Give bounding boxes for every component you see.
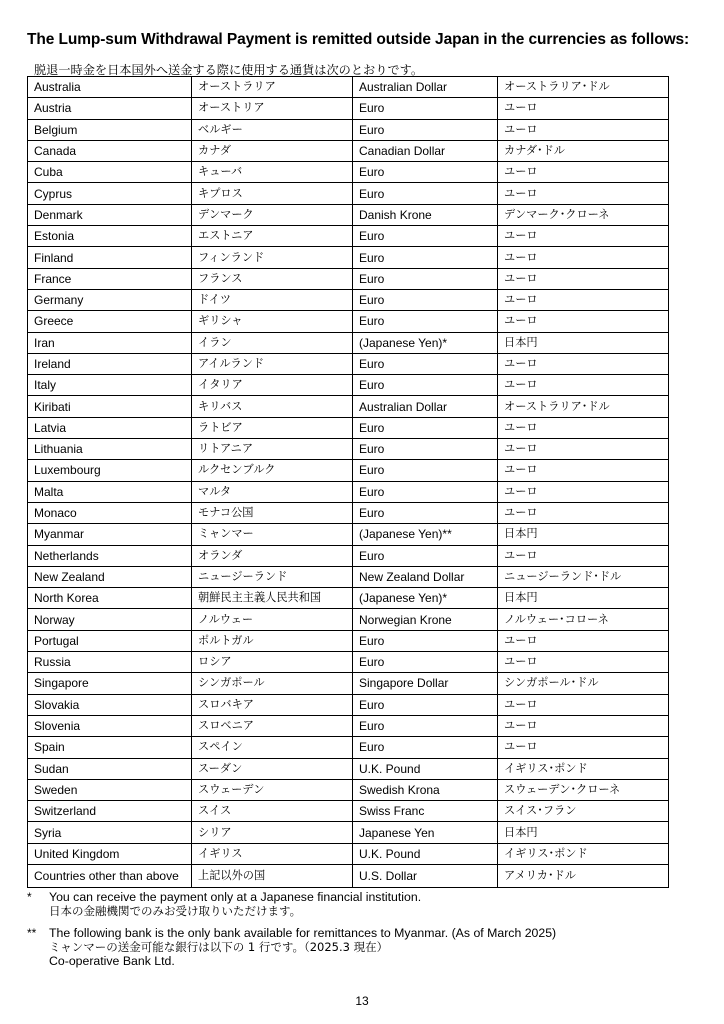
currency-ja-cell: ユーロ: [498, 460, 669, 481]
currency-en-cell: Euro: [353, 502, 498, 523]
country-ja-cell: フランス: [192, 268, 353, 289]
currency-table-body: [28, 77, 669, 888]
currency-ja-cell: デンマーク･クローネ: [498, 204, 669, 225]
table-row: [28, 268, 669, 289]
currency-ja-cell: イギリス･ポンド: [498, 843, 669, 864]
currency-ja-cell: 日本円: [498, 588, 669, 609]
country-en-cell: Syria: [28, 822, 192, 843]
country-ja-cell: ニュージーランド: [192, 566, 353, 587]
footnote-mark: *: [27, 890, 32, 904]
country-en-cell: Cyprus: [28, 183, 192, 204]
table-row: [28, 864, 669, 887]
country-ja-cell: ベルギー: [192, 119, 353, 140]
page-number: 13: [355, 994, 369, 1008]
country-en-cell: Greece: [28, 311, 192, 332]
currency-ja-cell: ユーロ: [498, 162, 669, 183]
country-en-cell: Lithuania: [28, 439, 192, 460]
table-row: [28, 289, 669, 310]
currency-en-cell: Canadian Dollar: [353, 140, 498, 161]
country-ja-cell: ドイツ: [192, 289, 353, 310]
currency-ja-cell: オーストラリア･ドル: [498, 77, 669, 98]
table-row: [28, 460, 669, 481]
document-title: The Lump-sum Withdrawal Payment is remitted outside Japan in the currencies as follows:: [27, 31, 690, 48]
country-ja-cell: イギリス: [192, 843, 353, 864]
country-en-cell: Singapore: [28, 673, 192, 694]
currency-ja-cell: ユーロ: [498, 630, 669, 651]
country-ja-cell: スロバキア: [192, 694, 353, 715]
footnote-line: ミャンマーの送金可能な銀行は以下の 1 行です。（2025.3 現在）: [49, 940, 389, 954]
currency-en-cell: Euro: [353, 247, 498, 268]
country-en-cell: Luxembourg: [28, 460, 192, 481]
table-row: [28, 98, 669, 119]
country-en-cell: Ireland: [28, 353, 192, 374]
country-en-cell: Switzerland: [28, 801, 192, 822]
currency-en-cell: Euro: [353, 119, 498, 140]
country-en-cell: Austria: [28, 98, 192, 119]
country-en-cell: Myanmar: [28, 524, 192, 545]
country-ja-cell: イラン: [192, 332, 353, 353]
currency-ja-cell: ユーロ: [498, 481, 669, 502]
table-row: [28, 417, 669, 438]
country-ja-cell: ミャンマー: [192, 524, 353, 545]
currency-ja-cell: ユーロ: [498, 247, 669, 268]
table-row: [28, 183, 669, 204]
currency-ja-cell: ユーロ: [498, 98, 669, 119]
currency-ja-cell: ユーロ: [498, 715, 669, 736]
currency-ja-cell: アメリカ･ドル: [498, 864, 669, 887]
country-en-cell: Spain: [28, 737, 192, 758]
currency-ja-cell: ユーロ: [498, 417, 669, 438]
currency-ja-cell: ユーロ: [498, 268, 669, 289]
currency-en-cell: Euro: [353, 460, 498, 481]
table-row: [28, 779, 669, 800]
currency-en-cell: Euro: [353, 311, 498, 332]
table-row: [28, 630, 669, 651]
table-row: [28, 694, 669, 715]
country-en-cell: Slovenia: [28, 715, 192, 736]
document-subtitle: 脱退一時金を日本国外へ送金する際に使用する通貨は次のとおりです。: [34, 63, 424, 77]
currency-en-cell: Euro: [353, 98, 498, 119]
country-ja-cell: キプロス: [192, 183, 353, 204]
table-row: [28, 247, 669, 268]
footnote-line: 日本の金融機関でのみお受け取りいただけます。: [49, 904, 302, 918]
table-row: [28, 439, 669, 460]
country-ja-cell: デンマーク: [192, 204, 353, 225]
country-en-cell: Belgium: [28, 119, 192, 140]
currency-en-cell: (Japanese Yen)*: [353, 332, 498, 353]
currency-ja-cell: ユーロ: [498, 694, 669, 715]
country-ja-cell: 上記以外の国: [192, 864, 353, 887]
currency-en-cell: Euro: [353, 289, 498, 310]
currency-ja-cell: ユーロ: [498, 119, 669, 140]
country-en-cell: Finland: [28, 247, 192, 268]
currency-ja-cell: スウェーデン･クローネ: [498, 779, 669, 800]
country-ja-cell: 朝鮮民主主義人民共和国: [192, 588, 353, 609]
table-row: [28, 545, 669, 566]
country-ja-cell: モナコ公国: [192, 502, 353, 523]
country-en-cell: Iran: [28, 332, 192, 353]
country-ja-cell: マルタ: [192, 481, 353, 502]
country-ja-cell: ポルトガル: [192, 630, 353, 651]
table-row: [28, 822, 669, 843]
country-en-cell: Monaco: [28, 502, 192, 523]
country-en-cell: Norway: [28, 609, 192, 630]
currency-en-cell: Danish Krone: [353, 204, 498, 225]
currency-ja-cell: オーストラリア･ドル: [498, 396, 669, 417]
currency-en-cell: (Japanese Yen)*: [353, 588, 498, 609]
table-row: [28, 502, 669, 523]
currency-ja-cell: ユーロ: [498, 353, 669, 374]
country-ja-cell: イタリア: [192, 375, 353, 396]
table-row: [28, 375, 669, 396]
footnote: [27, 890, 707, 918]
currency-ja-cell: ユーロ: [498, 226, 669, 247]
currency-en-cell: Euro: [353, 481, 498, 502]
country-ja-cell: ギリシャ: [192, 311, 353, 332]
country-en-cell: Cuba: [28, 162, 192, 183]
table-row: [28, 140, 669, 161]
country-ja-cell: オーストラリア: [192, 77, 353, 98]
table-row: [28, 758, 669, 779]
table-row: [28, 524, 669, 545]
country-ja-cell: カナダ: [192, 140, 353, 161]
currency-ja-cell: スイス･フラン: [498, 801, 669, 822]
currency-ja-cell: ユーロ: [498, 545, 669, 566]
currency-en-cell: Euro: [353, 417, 498, 438]
country-ja-cell: リトアニア: [192, 439, 353, 460]
currency-en-cell: Japanese Yen: [353, 822, 498, 843]
country-en-cell: Denmark: [28, 204, 192, 225]
country-ja-cell: エストニア: [192, 226, 353, 247]
currency-ja-cell: シンガポール･ドル: [498, 673, 669, 694]
country-en-cell: Kiribati: [28, 396, 192, 417]
country-en-cell: Canada: [28, 140, 192, 161]
country-en-cell: New Zealand: [28, 566, 192, 587]
country-en-cell: Latvia: [28, 417, 192, 438]
table-row: [28, 204, 669, 225]
country-en-cell: Russia: [28, 652, 192, 673]
country-ja-cell: フィンランド: [192, 247, 353, 268]
footnote-body: [49, 926, 707, 968]
table-row: [28, 609, 669, 630]
footnote-line: You can receive the payment only at a Japanese financial institution.: [49, 890, 422, 904]
currency-en-cell: Euro: [353, 545, 498, 566]
table-row: [28, 226, 669, 247]
footnote-line: The following bank is the only bank available for remittances to Myanmar. (As of March 2025): [49, 926, 557, 940]
table-row: [28, 673, 669, 694]
currency-ja-cell: ノルウェー･コローネ: [498, 609, 669, 630]
table-row: [28, 332, 669, 353]
currency-en-cell: U.K. Pound: [353, 758, 498, 779]
currency-ja-cell: ユーロ: [498, 311, 669, 332]
country-en-cell: Italy: [28, 375, 192, 396]
currency-table: [27, 76, 669, 888]
currency-ja-cell: ユーロ: [498, 502, 669, 523]
table-row: [28, 396, 669, 417]
footnotes: [27, 890, 707, 968]
table-row: [28, 311, 669, 332]
country-ja-cell: オランダ: [192, 545, 353, 566]
country-en-cell: Netherlands: [28, 545, 192, 566]
country-en-cell: Sweden: [28, 779, 192, 800]
table-row: [28, 588, 669, 609]
currency-en-cell: Euro: [353, 439, 498, 460]
country-ja-cell: ノルウェー: [192, 609, 353, 630]
country-ja-cell: シンガポール: [192, 673, 353, 694]
currency-ja-cell: 日本円: [498, 524, 669, 545]
country-ja-cell: ロシア: [192, 652, 353, 673]
currency-en-cell: Euro: [353, 737, 498, 758]
currency-en-cell: Euro: [353, 694, 498, 715]
currency-en-cell: Swiss Franc: [353, 801, 498, 822]
currency-ja-cell: カナダ･ドル: [498, 140, 669, 161]
footnote-mark: **: [27, 926, 37, 940]
currency-en-cell: U.K. Pound: [353, 843, 498, 864]
currency-en-cell: Euro: [353, 375, 498, 396]
currency-ja-cell: 日本円: [498, 332, 669, 353]
currency-en-cell: Euro: [353, 268, 498, 289]
country-ja-cell: キューバ: [192, 162, 353, 183]
table-row: [28, 353, 669, 374]
country-en-cell: North Korea: [28, 588, 192, 609]
currency-ja-cell: イギリス･ポンド: [498, 758, 669, 779]
currency-en-cell: Swedish Krona: [353, 779, 498, 800]
country-en-cell: Germany: [28, 289, 192, 310]
country-ja-cell: スーダン: [192, 758, 353, 779]
currency-en-cell: (Japanese Yen)**: [353, 524, 498, 545]
currency-ja-cell: ユーロ: [498, 183, 669, 204]
country-en-cell: Slovakia: [28, 694, 192, 715]
currency-en-cell: U.S. Dollar: [353, 864, 498, 887]
country-ja-cell: ルクセンブルク: [192, 460, 353, 481]
country-en-cell: Countries other than above: [28, 864, 192, 887]
table-row: [28, 119, 669, 140]
country-en-cell: Portugal: [28, 630, 192, 651]
currency-ja-cell: ユーロ: [498, 652, 669, 673]
currency-en-cell: Euro: [353, 226, 498, 247]
country-ja-cell: キリバス: [192, 396, 353, 417]
currency-en-cell: New Zealand Dollar: [353, 566, 498, 587]
country-ja-cell: スロベニア: [192, 715, 353, 736]
currency-en-cell: Australian Dollar: [353, 77, 498, 98]
country-en-cell: United Kingdom: [28, 843, 192, 864]
country-ja-cell: スイス: [192, 801, 353, 822]
table-row: [28, 801, 669, 822]
country-ja-cell: スウェーデン: [192, 779, 353, 800]
currency-en-cell: Euro: [353, 630, 498, 651]
currency-en-cell: Euro: [353, 162, 498, 183]
table-row: [28, 481, 669, 502]
country-ja-cell: シリア: [192, 822, 353, 843]
currency-ja-cell: ユーロ: [498, 375, 669, 396]
footnote: [27, 926, 707, 968]
table-row: [28, 843, 669, 864]
currency-en-cell: Euro: [353, 353, 498, 374]
country-ja-cell: ラトビア: [192, 417, 353, 438]
country-en-cell: Malta: [28, 481, 192, 502]
table-row: [28, 737, 669, 758]
currency-ja-cell: ユーロ: [498, 737, 669, 758]
country-en-cell: Estonia: [28, 226, 192, 247]
currency-ja-cell: 日本円: [498, 822, 669, 843]
country-en-cell: France: [28, 268, 192, 289]
country-en-cell: Sudan: [28, 758, 192, 779]
country-en-cell: Australia: [28, 77, 192, 98]
table-row: [28, 715, 669, 736]
footnote-line: Co-operative Bank Ltd.: [49, 954, 175, 968]
table-row: [28, 566, 669, 587]
currency-en-cell: Euro: [353, 183, 498, 204]
country-ja-cell: アイルランド: [192, 353, 353, 374]
table-row: [28, 77, 669, 98]
table-row: [28, 162, 669, 183]
table-row: [28, 652, 669, 673]
currency-en-cell: Euro: [353, 652, 498, 673]
country-ja-cell: スペイン: [192, 737, 353, 758]
currency-ja-cell: ニュージーランド･ドル: [498, 566, 669, 587]
currency-ja-cell: ユーロ: [498, 439, 669, 460]
currency-en-cell: Singapore Dollar: [353, 673, 498, 694]
currency-en-cell: Euro: [353, 715, 498, 736]
country-ja-cell: オーストリア: [192, 98, 353, 119]
currency-ja-cell: ユーロ: [498, 289, 669, 310]
currency-en-cell: Australian Dollar: [353, 396, 498, 417]
currency-en-cell: Norwegian Krone: [353, 609, 498, 630]
footnote-body: [49, 890, 707, 918]
